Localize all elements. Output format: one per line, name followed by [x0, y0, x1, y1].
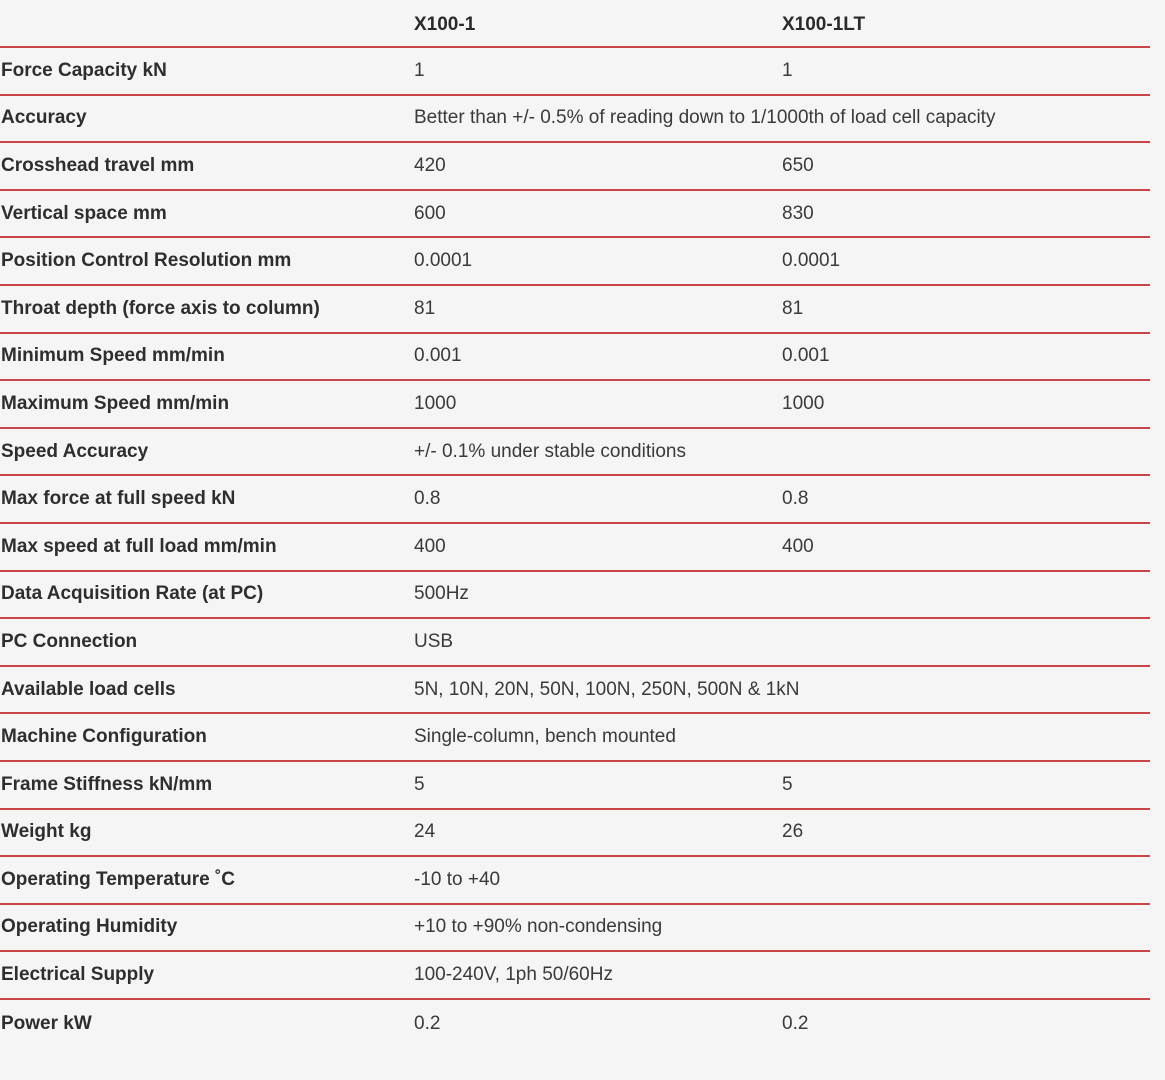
row-value-x100-1: Single-column, bench mounted — [414, 726, 676, 748]
column-header-x100-1lt: X100-1LT — [782, 14, 866, 35]
row-value-x100-1lt: 0.001 — [782, 345, 830, 367]
table-row — [0, 857, 1150, 905]
row-value-x100-1lt: 0.2 — [782, 1012, 809, 1034]
row-label: Vertical space mm — [1, 202, 167, 224]
table-row — [0, 714, 1150, 762]
row-label: Throat depth (force axis to column) — [1, 297, 320, 319]
row-label: Force Capacity kN — [1, 59, 167, 81]
row-value-x100-1: -10 to +40 — [414, 868, 501, 890]
row-label: Weight kg — [1, 821, 92, 843]
row-value-x100-1: 0.001 — [414, 345, 462, 367]
row-label: Available load cells — [1, 678, 176, 700]
row-label: Data Acquisition Rate (at PC) — [1, 583, 264, 605]
row-label: Crosshead travel mm — [1, 154, 195, 176]
table-row — [0, 334, 1150, 382]
row-label: Accuracy — [1, 107, 87, 129]
row-label: Max force at full speed kN — [1, 488, 236, 510]
table-row — [0, 524, 1150, 572]
row-value-x100-1lt: 830 — [782, 202, 814, 224]
row-label: Operating Temperature ˚C — [1, 868, 236, 890]
row-value-x100-1: 5 — [414, 773, 425, 795]
row-value-x100-1lt: 1 — [782, 59, 793, 81]
row-label: Operating Humidity — [1, 916, 178, 938]
table-row — [0, 96, 1150, 144]
table-row — [0, 381, 1150, 429]
row-label: Position Control Resolution mm — [1, 250, 292, 272]
row-value-x100-1lt: 650 — [782, 154, 814, 176]
row-value-x100-1: 24 — [414, 821, 436, 843]
row-label: Maximum Speed mm/min — [1, 392, 230, 414]
row-value-x100-1: +10 to +90% non-condensing — [414, 916, 663, 938]
row-label: Max speed at full load mm/min — [1, 535, 277, 557]
column-header-x100-1: X100-1 — [414, 14, 476, 35]
table-header — [0, 0, 1150, 48]
row-value-x100-1: USB — [414, 630, 454, 652]
row-value-x100-1: 400 — [414, 535, 446, 557]
table-row — [0, 952, 1150, 1000]
row-value-x100-1lt: 1000 — [782, 392, 825, 414]
table-row — [0, 191, 1150, 239]
row-value-x100-1: 420 — [414, 154, 446, 176]
row-label: PC Connection — [1, 630, 138, 652]
row-value-x100-1: Better than +/- 0.5% of reading down to 1/1000th of load cell capacity — [414, 107, 996, 129]
table-row — [0, 48, 1150, 96]
table-row — [0, 429, 1150, 477]
row-value-x100-1lt: 0.0001 — [782, 250, 841, 272]
row-label: Minimum Speed mm/min — [1, 345, 225, 367]
row-value-x100-1: 1000 — [414, 392, 457, 414]
row-value-x100-1lt: 81 — [782, 297, 804, 319]
row-value-x100-1lt: 5 — [782, 773, 793, 795]
row-value-x100-1: 81 — [414, 297, 436, 319]
row-value-x100-1: 600 — [414, 202, 446, 224]
row-label: Speed Accuracy — [1, 440, 149, 462]
row-label: Power kW — [1, 1012, 92, 1034]
table-row — [0, 476, 1150, 524]
table-row — [0, 286, 1150, 334]
table-row — [0, 1000, 1150, 1048]
row-label: Electrical Supply — [1, 964, 155, 986]
row-value-x100-1lt: 0.8 — [782, 488, 809, 510]
row-value-x100-1: +/- 0.1% under stable conditions — [414, 440, 686, 462]
table-row — [0, 810, 1150, 858]
row-value-x100-1: 0.2 — [414, 1012, 441, 1034]
table-row — [0, 143, 1150, 191]
row-value-x100-1: 0.8 — [414, 488, 441, 510]
row-value-x100-1lt: 400 — [782, 535, 814, 557]
row-value-x100-1lt: 26 — [782, 821, 804, 843]
row-value-x100-1: 5N, 10N, 20N, 50N, 100N, 250N, 500N & 1kN — [414, 678, 800, 700]
table-row — [0, 572, 1150, 620]
row-value-x100-1: 100-240V, 1ph 50/60Hz — [414, 964, 613, 986]
row-label: Machine Configuration — [1, 726, 207, 748]
row-label: Frame Stiffness kN/mm — [1, 773, 213, 795]
table-row — [0, 905, 1150, 953]
table-row — [0, 762, 1150, 810]
table-row — [0, 619, 1150, 667]
row-value-x100-1: 1 — [414, 59, 425, 81]
table-row — [0, 667, 1150, 715]
row-value-x100-1: 500Hz — [414, 583, 469, 605]
row-value-x100-1: 0.0001 — [414, 250, 473, 272]
table-row — [0, 238, 1150, 286]
